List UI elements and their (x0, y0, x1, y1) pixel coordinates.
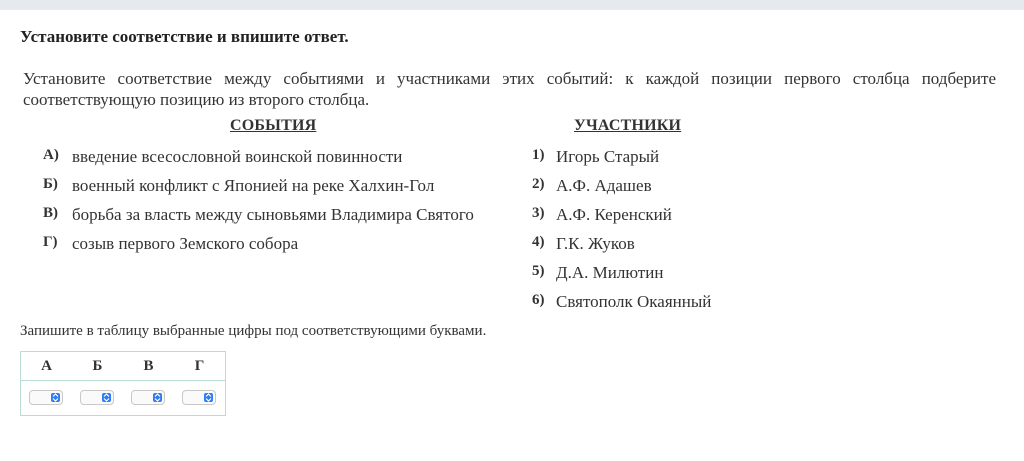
answer-select-v[interactable] (131, 390, 165, 405)
participant-number: 4) (532, 234, 545, 250)
answer-label-g: Г (194, 358, 205, 374)
event-text: созыв первого Земского собора (72, 234, 299, 253)
event-text: введение всесословной воинской повинности (72, 147, 403, 166)
answer-note: Запишите в таблицу выбранные цифры под соответствующими буквами. (20, 323, 487, 339)
task-instruction: Установите соответствие между событиями и участниками этих событий: к каждой позиции первого столбца подберите соответствующую позицию из второго столбца. (23, 69, 996, 109)
participant-text: А.Ф. Адашев (556, 176, 652, 195)
participant-number: 6) (532, 292, 545, 308)
participant-text: А.Ф. Керенский (556, 205, 672, 224)
answer-label-b: Б (92, 358, 103, 374)
participant-text: Д.А. Милютин (556, 263, 664, 282)
answer-label-a: А (41, 358, 52, 374)
events-column-header: СОБЫТИЯ (230, 117, 317, 134)
task-heading: Установите соответствие и впишите ответ. (20, 27, 349, 46)
participant-number: 5) (532, 263, 545, 279)
select-arrows-icon (153, 393, 162, 402)
answer-select-g[interactable] (182, 390, 216, 405)
participant-text: Г.К. Жуков (556, 234, 635, 253)
event-letter: А) (43, 147, 59, 163)
top-bar (0, 0, 1024, 10)
participants-column-header: УЧАСТНИКИ (574, 117, 682, 134)
event-letter: Г) (43, 234, 58, 250)
participant-number: 3) (532, 205, 545, 221)
answer-label-v: В (143, 358, 154, 374)
select-arrows-icon (204, 393, 213, 402)
event-letter: В) (43, 205, 58, 221)
participant-text: Игорь Старый (556, 147, 660, 166)
participant-text: Святополк Окаянный (556, 292, 712, 311)
answer-select-b[interactable] (80, 390, 114, 405)
participant-number: 2) (532, 176, 545, 192)
select-arrows-icon (51, 393, 60, 402)
event-text: борьба за власть между сыновьями Владимира Святого (72, 205, 474, 224)
participant-number: 1) (532, 147, 545, 163)
select-arrows-icon (102, 393, 111, 402)
answer-select-a[interactable] (29, 390, 63, 405)
event-text: военный конфликт с Японией на реке Халхин-Гол (72, 176, 435, 195)
answer-table (20, 351, 226, 416)
table-divider (21, 380, 225, 381)
event-letter: Б) (43, 176, 58, 192)
